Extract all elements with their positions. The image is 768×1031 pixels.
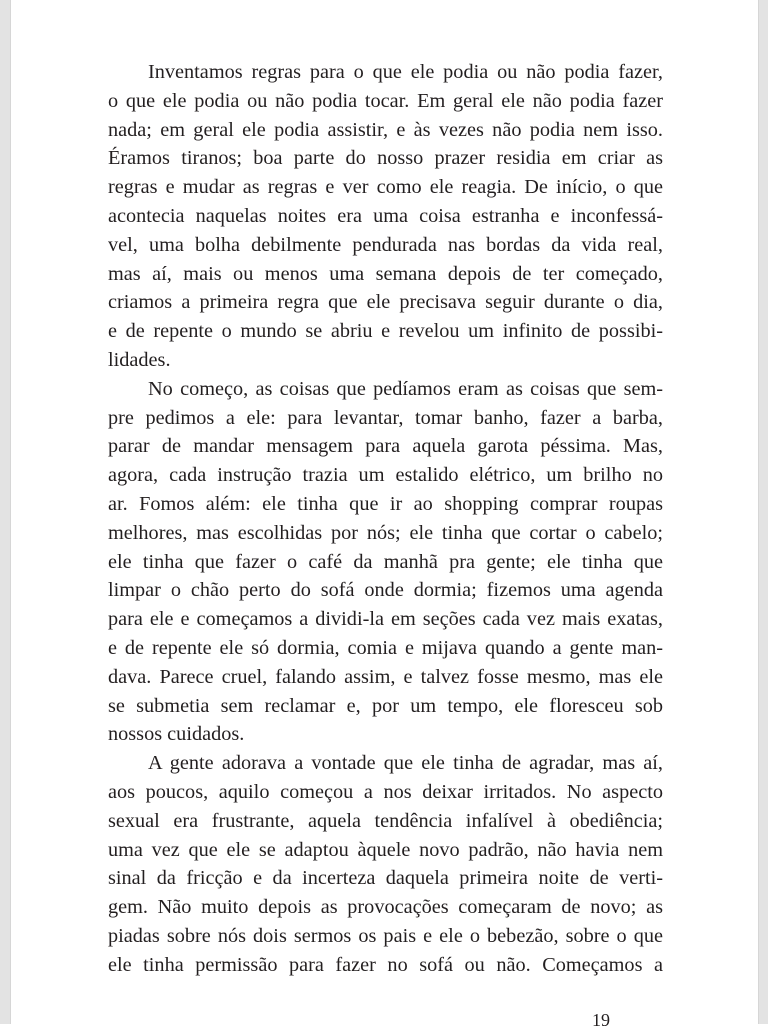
- text-line: nada; em geral ele podia assistir, e às vezes não podia nem isso.: [108, 118, 663, 141]
- page-number: 19: [592, 1010, 610, 1030]
- text-line: acontecia naquelas noites era uma coisa estranha e inconfessá-: [108, 204, 663, 227]
- text-line: e de repente o mundo se abriu e revelou um infinito de possibi-: [108, 320, 663, 343]
- text-line: ele tinha que fazer o café da manhã pra gente; ele tinha que: [108, 550, 663, 573]
- text-line: agora, cada instrução trazia um estalido elétrico, um brilho no: [108, 464, 663, 487]
- text-line: ele tinha permissão para fazer no sofá ou não. Começamos a: [108, 953, 663, 976]
- text-line: A gente adorava a vontade que ele tinha de agradar, mas aí,: [148, 752, 663, 775]
- text-line: dava. Parece cruel, falando assim, e talvez fosse mesmo, mas ele: [108, 665, 663, 688]
- text-line: mas aí, mais ou menos uma semana depois de ter começado,: [108, 262, 663, 285]
- text-line: limpar o chão perto do sofá onde dormia; fizemos uma agenda: [108, 579, 663, 602]
- text-line: vel, uma bolha debilmente pendurada nas bordas da vida real,: [108, 233, 663, 256]
- text-line: piadas sobre nós dois sermos os pais e ele o bebezão, sobre o que: [108, 924, 663, 947]
- text-line: gem. Não muito depois as provocações começaram de novo; as: [108, 896, 663, 919]
- text-line: sinal da fricção e da incerteza daquela primeira noite de verti-: [108, 867, 663, 890]
- text-line: para ele e começamos a dividi-la em seções cada vez mais exatas,: [108, 608, 663, 631]
- text-line: Éramos tiranos; boa parte do nosso prazer residia em criar as: [108, 147, 663, 170]
- right-page-edge: [758, 0, 768, 1024]
- text-line: aos poucos, aquilo começou a nos deixar irritados. No aspecto: [108, 780, 663, 803]
- text-line: uma vez que ele se adaptou àquele novo padrão, não havia nem: [108, 838, 663, 861]
- text-line: ar. Fomos além: ele tinha que ir ao shopping comprar roupas: [108, 492, 663, 515]
- paragraph: [108, 58, 663, 375]
- text-line: sexual era frustrante, aquela tendência infalível à obediência;: [108, 809, 663, 832]
- text-line: nossos cuidados.: [108, 723, 245, 746]
- text-line: Inventamos regras para o que ele podia ou não podia fazer,: [148, 61, 663, 83]
- text-line: pre pedimos a ele: para levantar, tomar banho, fazer a barba,: [108, 406, 663, 429]
- text-line: se submetia sem reclamar e, por um tempo, ele floresceu sob: [108, 694, 663, 717]
- paragraph: [108, 749, 663, 979]
- left-page-edge: [0, 0, 11, 1024]
- text-line: No começo, as coisas que pedíamos eram as coisas que sem-: [148, 377, 663, 400]
- text-line: o que ele podia ou não podia tocar. Em geral ele não podia fazer: [108, 89, 663, 112]
- text-line: lidades.: [108, 348, 171, 371]
- text-line: criamos a primeira regra que ele precisava seguir durante o dia,: [108, 291, 663, 314]
- text-line: melhores, mas escolhidas por nós; ele tinha que cortar o cabelo;: [108, 521, 663, 544]
- text-line: regras e mudar as regras e ver como ele reagia. De início, o que: [108, 176, 663, 199]
- text-line: e de repente ele só dormia, comia e mijava quando a gente man-: [108, 636, 663, 659]
- paragraph: [108, 375, 663, 749]
- page-body: [108, 58, 663, 980]
- text-line: parar de mandar mensagem para aquela garota péssima. Mas,: [108, 435, 663, 458]
